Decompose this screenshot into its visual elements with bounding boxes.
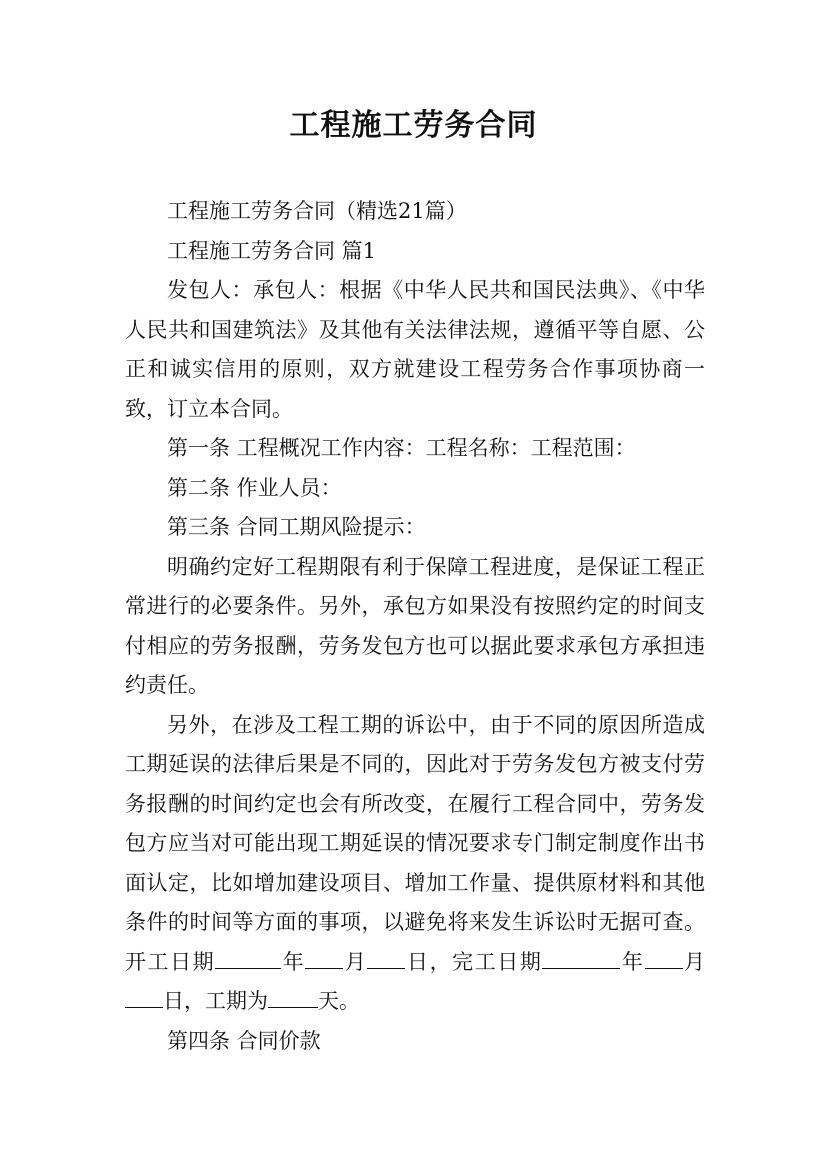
document-title: 工程施工劳务合同 xyxy=(289,108,538,143)
start-year-blank xyxy=(215,946,281,969)
month-label-2: 月 xyxy=(682,949,706,974)
start-month-blank xyxy=(305,946,343,969)
start-day-blank xyxy=(367,946,405,969)
risk-paragraph-2-text: 另外，在涉及工程工期的诉讼中，由于不同的原因所造成工期延误的法律后果是不同的，因此对于劳务发包方被支付劳务报酬的时间约定也会有所改变，在履行工程合同中，劳务发包方应当对可能出现工期延误的情况要求专门制定制度作出书面认定，比如增加建设项目、增加工作量、提供原材料和其他条件的时间等方面的事项，以避免将来发生诉讼时无据可查。开工日期 xyxy=(125,712,705,974)
year-label: 年 xyxy=(281,949,306,974)
end-year-blank xyxy=(542,946,620,969)
section-heading: 工程施工劳务合同 篇1 xyxy=(167,238,377,263)
end-month-blank xyxy=(645,946,683,969)
year-label-2: 年 xyxy=(620,949,645,974)
duration-blank xyxy=(268,985,318,1008)
month-label: 月 xyxy=(343,949,368,974)
end-day-blank xyxy=(125,985,163,1008)
article-3: 第三条 合同工期风险提示： xyxy=(167,515,426,539)
article-2: 第二条 作业人员： xyxy=(167,475,342,500)
intro-paragraph: 发包人：承包人：根据《中华人民共和国民法典》、《中华人民共和国建筑法》及其他有关法律法规，遵循平等自愿、公正和诚实信用的原则，双方就建设工程劳务合作事项协商一致，订立本合同。 xyxy=(125,278,705,421)
article-4: 第四条 合同价款 xyxy=(167,1028,321,1053)
subtitle-paragraph: 工程施工劳务合同（精选21篇） xyxy=(167,199,467,223)
document-body xyxy=(125,192,705,1061)
risk-paragraph-2 xyxy=(125,706,705,1022)
days-label: 天。 xyxy=(318,989,360,1013)
duration-label: 日，工期为 xyxy=(163,989,268,1013)
article-1: 第一条 工程概况工作内容：工程名称：工程范围： xyxy=(167,436,636,460)
risk-paragraph-1: 明确约定好工程期限有利于保障工程进度，是保证工程正常进行的必要条件。另外，承包方如果没有按照约定的时间支付相应的劳务报酬，劳务发包方也可以据此要求承包方承担违约责任。 xyxy=(125,554,705,697)
end-date-label: 日，完工日期 xyxy=(405,949,543,974)
